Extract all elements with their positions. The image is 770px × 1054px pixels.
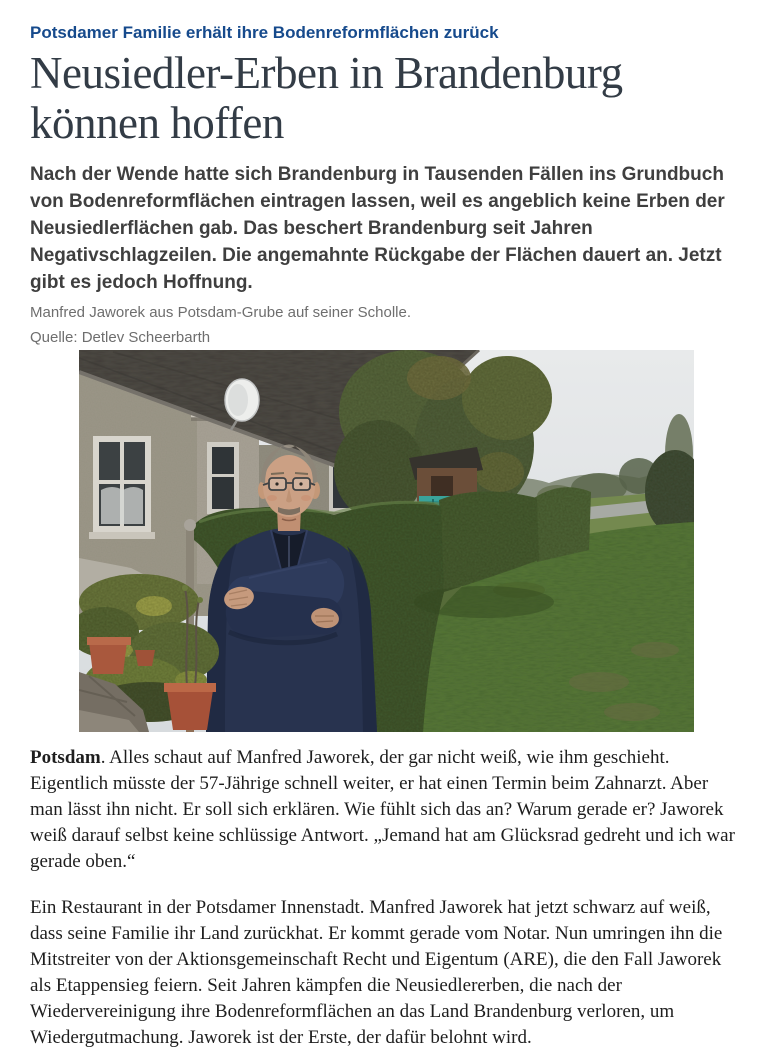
article-paragraph-1 bbox=[30, 745, 742, 875]
paragraph-text: . Alles schaut auf Manfred Jaworek, der gar nicht weiß, wie ihm geschieht. Eigentlich müsste der 57-Jährige schnell weiter, er hat einen Termin beim Zahnarzt. Aber man lässt ihn nicht. Er soll sich erklären. Wie fühlt sich das an? Warum gerade er? Jaworek weiß darauf selbst keine schlüssige Antwort. „Jemand hat am Glücksrad gedreht und ich war gerade oben.“ bbox=[30, 747, 735, 872]
dateline: Potsdam bbox=[30, 747, 101, 768]
photo-illustration bbox=[79, 350, 694, 732]
photo-source: Quelle: Detlev Scheerbarth bbox=[30, 329, 211, 346]
article-paragraph-2 bbox=[30, 895, 742, 1051]
photo-caption: Manfred Jaworek aus Potsdam-Grube auf seiner Scholle. bbox=[30, 304, 412, 321]
house-window-left bbox=[89, 436, 155, 539]
lead-paragraph: Nach der Wende hatte sich Brandenburg in Tausenden Fällen ins Grundbuch von Bodenreformflächen eintragen lassen, weil es angeblich keine Erben der Neusiedlerflächen gab. Das beschert Brandenburg seit Jahren Negativschlagzeilen. Die angemahnte Rückgabe der Flächen dauert an. Jetzt gibt es jedoch Hoffnung. bbox=[30, 164, 725, 293]
kicker-link[interactable]: Potsdamer Familie erhält ihre Bodenreformflächen zurück bbox=[30, 23, 499, 42]
paragraph-text: Ein Restaurant in der Potsdamer Innenstadt. Manfred Jaworek hat jetzt schwarz auf weiß, dass seine Familie ihr Land zurückhat. Er kommt gerade vom Notar. Nun umringen ihn die Mitstreiter von der Aktionsgemeinschaft Recht und Eigentum (ARE), die den Fall Jaworek als Etappensieg feiern. Seit Jahren kämpfen die Neusiedlererben, die nach der Wiedervereinigung ihre Bodenreformflächen an das Land Brandenburg verloren, um Wiedergutmachung. Jaworek ist der Erste, der dafür belohnt wird. bbox=[30, 897, 723, 1048]
hedge-shadow bbox=[414, 586, 554, 618]
article-photo bbox=[30, 350, 742, 732]
headline: Neusiedler-Erben in Brandenburg können hoffen bbox=[30, 48, 623, 148]
